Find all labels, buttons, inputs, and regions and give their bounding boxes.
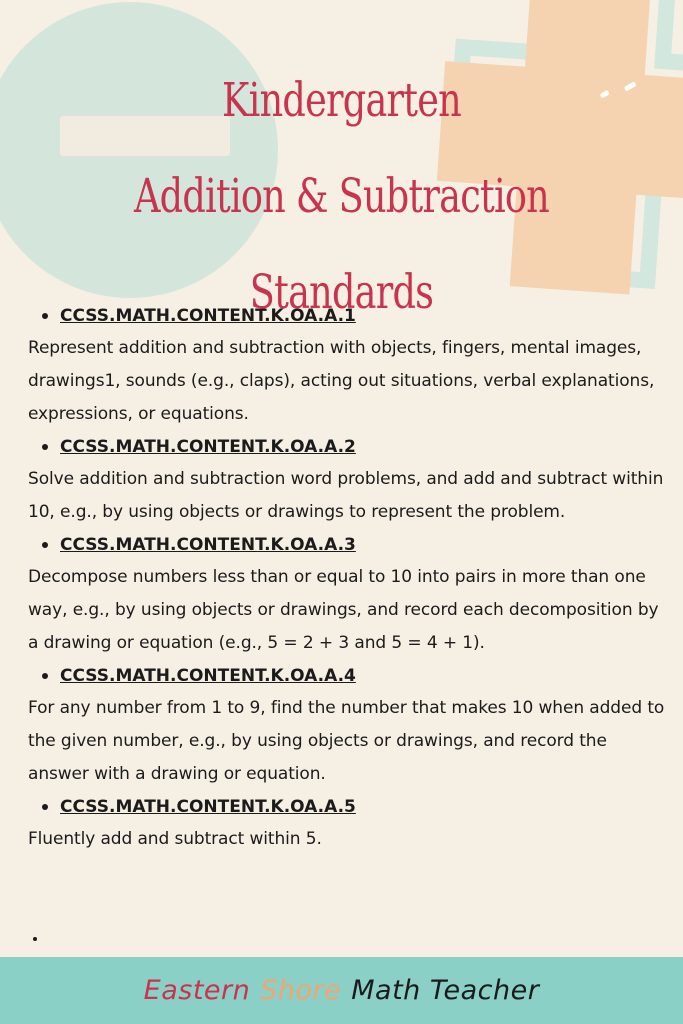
page-title [75,53,608,341]
standard-description-4: For any number from 1 to 9, find the number that makes 10 when added to the given number, e.g., by using objects or drawings, and record the answer with a drawing or equation. [28,698,665,784]
standard-link-2[interactable]: CCSS.MATH.CONTENT.K.OA.A.2 [60,431,668,463]
standard-description-3: Decompose numbers less than or equal to 10 into pairs in more than one way, e.g., by using objects or drawings, and record each decomposition by a drawing or equation (e.g., 5 = 2 + 3 and 5 = 4 + 1). [28,567,659,653]
empty-bullet [33,937,37,941]
standard-description-2: Solve addition and subtraction word problems, and add and subtract within 10, e.g., by using objects or drawings to represent the problem. [28,469,664,522]
title-line-3: Standards [249,265,434,321]
title-line-1: Kindergarten [222,73,461,129]
standard-description-1: Represent addition and subtraction with objects, fingers, mental images, drawings1, sounds (e.g., claps), acting out situations, verbal explanations, expressions, or equations. [28,338,655,424]
standard-link-4[interactable]: CCSS.MATH.CONTENT.K.OA.A.4 [60,660,668,692]
brand-word-shore: Shore [260,975,342,1006]
standard-link-1[interactable]: CCSS.MATH.CONTENT.K.OA.A.1 [60,300,668,332]
standards-list [28,300,668,856]
brand-word-math-teacher: Math Teacher [351,975,540,1006]
standard-link-3[interactable]: CCSS.MATH.CONTENT.K.OA.A.3 [60,529,668,561]
footer-brand [0,957,683,1024]
standard-description-5: Fluently add and subtract within 5. [28,829,322,849]
standard-link-5[interactable]: CCSS.MATH.CONTENT.K.OA.A.5 [60,791,668,823]
title-line-2: Addition & Subtraction [133,169,550,225]
brand-word-eastern: Eastern [143,975,251,1006]
